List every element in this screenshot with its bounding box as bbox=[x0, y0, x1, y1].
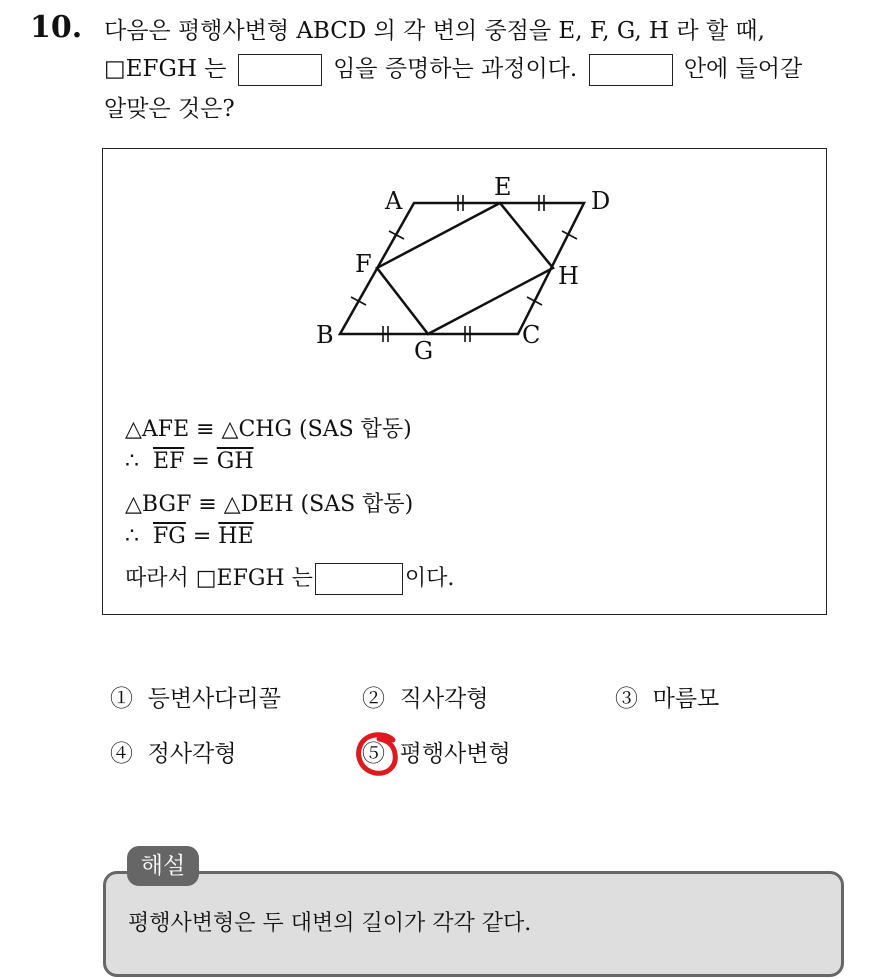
choice-number: ③ bbox=[615, 686, 638, 712]
choice-3[interactable] bbox=[615, 680, 719, 713]
choice-number: ② bbox=[362, 686, 385, 712]
therefore-symbol: ∴ bbox=[125, 449, 139, 474]
vertex-label-h: H bbox=[558, 262, 579, 290]
choice-number: ④ bbox=[110, 741, 133, 767]
choice-text: 등변사다리꼴 bbox=[147, 686, 281, 712]
question-line-2b: 임을 증명하는 과정이다. bbox=[333, 56, 578, 82]
proof-line-5b: 이다. bbox=[404, 566, 455, 591]
tick-mark bbox=[351, 297, 366, 305]
question-line-2c: 안에 들어갈 bbox=[683, 56, 803, 82]
segment-he: $\overline{HE}$ bbox=[218, 524, 254, 549]
proof-line-5 bbox=[125, 561, 454, 595]
segment-fg: $\overline{FG}$ bbox=[153, 524, 186, 549]
proof-line-3: △BGF ≡ △DEH (SAS 합동) bbox=[125, 492, 414, 517]
question-number: 10. bbox=[30, 10, 83, 45]
choice-number: ⑤ bbox=[362, 741, 385, 767]
segment-ef: $\overline{EF}$ bbox=[153, 449, 185, 474]
explanation-text: 평행사변형은 두 대변의 길이가 각각 같다. bbox=[128, 911, 532, 936]
answer-blank bbox=[589, 54, 673, 86]
choice-text: 직사각형 bbox=[399, 686, 489, 712]
choice-text: 마름모 bbox=[652, 686, 720, 712]
choice-2[interactable] bbox=[362, 680, 489, 713]
vertex-label-b: B bbox=[316, 321, 334, 349]
choice-text: 정사각형 bbox=[147, 741, 237, 767]
choice-number: ① bbox=[110, 686, 133, 712]
vertex-label-c: C bbox=[522, 321, 541, 349]
proof-line-1: △AFE ≡ △CHG (SAS 합동) bbox=[125, 417, 412, 442]
segment-gh: $\overline{GH}$ bbox=[216, 449, 254, 474]
question-line-2a: □EFGH 는 bbox=[104, 56, 227, 82]
proof-line-2 bbox=[125, 449, 254, 474]
proof-line-4 bbox=[125, 524, 254, 549]
vertex-label-d: D bbox=[591, 187, 611, 215]
vertex-label-f: F bbox=[355, 250, 372, 278]
equals-sign: = bbox=[192, 524, 212, 549]
proof-frame bbox=[102, 148, 827, 615]
question-line-1: 다음은 평행사변형 ABCD 의 각 변의 중점을 E, F, G, H 라 할 때, bbox=[104, 18, 765, 44]
question-line-2 bbox=[104, 50, 802, 86]
answer-blank bbox=[315, 563, 403, 595]
answer-blank bbox=[238, 54, 322, 86]
question-line-3: 알맞은 것은? bbox=[104, 96, 235, 122]
equals-sign: = bbox=[191, 449, 210, 474]
choice-4[interactable] bbox=[110, 735, 237, 768]
choice-text: 평행사변형 bbox=[399, 741, 511, 767]
vertex-label-a: A bbox=[385, 187, 403, 215]
explanation-tab: 해설 bbox=[127, 846, 199, 886]
parallelogram-figure bbox=[103, 149, 828, 389]
proof-line-5a: 따라서 □EFGH 는 bbox=[125, 566, 313, 591]
choice-5[interactable] bbox=[362, 735, 511, 768]
explanation-box bbox=[103, 871, 844, 977]
vertex-label-g: G bbox=[414, 337, 434, 365]
choice-1[interactable] bbox=[110, 680, 281, 713]
vertex-label-e: E bbox=[494, 173, 512, 201]
therefore-symbol: ∴ bbox=[125, 524, 139, 549]
